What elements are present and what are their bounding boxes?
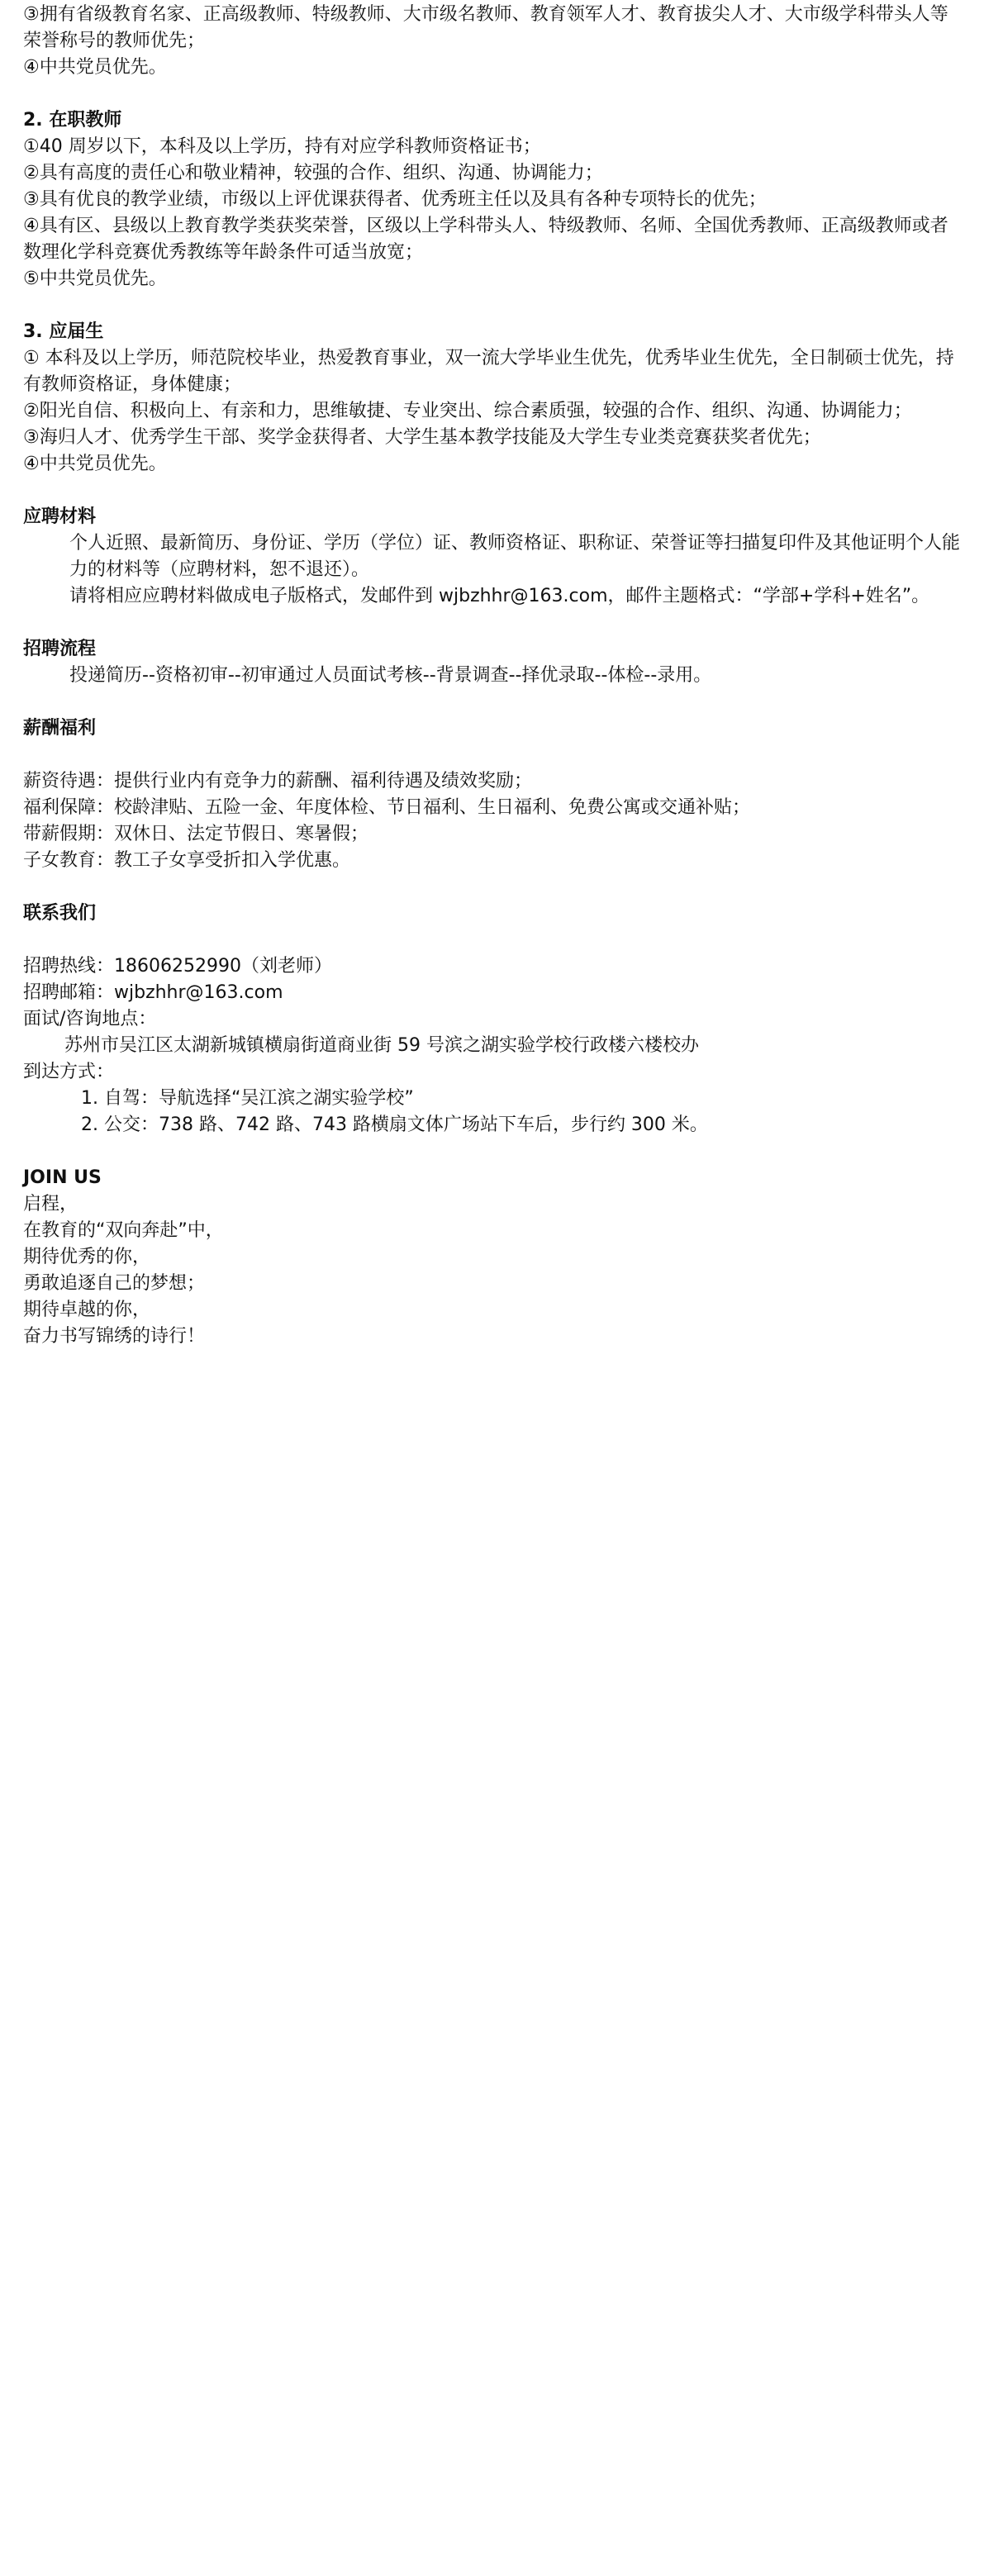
process-steps: 投递简历--资格初审--初审通过人员面试考核--背景调查--择优录取--体检--录用。 bbox=[69, 665, 712, 686]
materials-section bbox=[23, 504, 960, 610]
contact-section bbox=[23, 901, 960, 1138]
contact-heading: 联系我们 bbox=[23, 903, 97, 924]
process-heading: 招聘流程 bbox=[23, 639, 97, 659]
spacer bbox=[23, 927, 960, 953]
list-item: ⑤中共党员优先。 bbox=[23, 269, 167, 289]
list-item: ④中共党员优先。 bbox=[23, 57, 167, 78]
hotline: 招聘热线：18606252990（刘老师） bbox=[23, 956, 332, 977]
inservice-heading: 2. 在职教师 bbox=[23, 110, 122, 131]
list-item: ④具有区、县级以上教育教学类获奖荣誉，区级以上学科带头人、特级教师、名师、全国优秀教师、正高级教师或者数理化学科竞赛优秀教练等年龄条件可适当放宽； bbox=[23, 216, 948, 263]
route-item: 1. 自驾：导航选择“吴江滨之湖实验学校” bbox=[81, 1088, 414, 1109]
graduates-section bbox=[23, 319, 960, 478]
address-label: 面试/咨询地点： bbox=[23, 1009, 157, 1029]
list-item: ④中共党员优先。 bbox=[23, 454, 167, 474]
join-line: 在教育的“双向奔赴”中， bbox=[23, 1220, 224, 1241]
benefits-section bbox=[23, 715, 960, 874]
list-item: 薪资待遇：提供行业内有竞争力的薪酬、福利待遇及绩效奖励； bbox=[23, 771, 533, 791]
spacer bbox=[23, 742, 960, 768]
continuation-list bbox=[23, 2, 960, 81]
inservice-section bbox=[23, 107, 960, 292]
route-item: 2. 公交：738 路、742 路、743 路横扇文体广场站下车后，步行约 300 米。 bbox=[81, 1115, 708, 1135]
list-item: ②具有高度的责任心和敬业精神，较强的合作、组织、沟通、协调能力； bbox=[23, 163, 603, 183]
join-line: 期待卓越的你， bbox=[23, 1300, 151, 1320]
join-line: 期待优秀的你， bbox=[23, 1247, 151, 1267]
join-heading: JOIN US bbox=[23, 1167, 102, 1188]
list-item: 福利保障：校龄津贴、五险一金、年度体检、节日福利、生日福利、免费公寓或交通补贴； bbox=[23, 797, 751, 818]
list-item: ②阳光自信、积极向上、有亲和力，思维敏捷、专业突出、综合素质强，较强的合作、组织、沟通、协调能力； bbox=[23, 401, 912, 421]
process-section bbox=[23, 636, 960, 689]
graduates-heading: 3. 应届生 bbox=[23, 321, 104, 342]
materials-heading: 应聘材料 bbox=[23, 506, 97, 527]
list-item: ③海归人才、优秀学生干部、奖学金获得者、大学生基本教学技能及大学生专业类竞赛获奖者优先； bbox=[23, 427, 821, 448]
join-line: 奋力书写锦绣的诗行！ bbox=[23, 1326, 206, 1347]
list-item: ③拥有省级教育名家、正高级教师、特级教师、大市级名教师、教育领军人才、教育拔尖人才、大市级学科带头人等荣誉称号的教师优先； bbox=[23, 4, 948, 51]
list-item: ③具有优良的教学业绩，市级以上评优课获得者、优秀班主任以及具有各种专项特长的优先； bbox=[23, 189, 767, 210]
benefits-heading: 薪酬福利 bbox=[23, 718, 97, 739]
route-label: 到达方式： bbox=[23, 1062, 115, 1082]
join-section bbox=[23, 1165, 960, 1350]
list-item: 带薪假期：双休日、法定节假日、寒暑假； bbox=[23, 824, 369, 844]
join-line: 启程， bbox=[23, 1194, 78, 1214]
list-item: 子女教育：教工子女享受折扣入学优惠。 bbox=[23, 850, 351, 871]
join-line: 勇敢追逐自己的梦想； bbox=[23, 1273, 206, 1294]
job-posting-document bbox=[23, 2, 960, 1350]
materials-email-paragraph: 请将相应应聘材料做成电子版格式，发邮件到 wjbzhhr@163.com，邮件主题格式：“学部+学科+姓名”。 bbox=[69, 586, 930, 606]
list-item: ①40 周岁以下，本科及以上学历，持有对应学科教师资格证书； bbox=[23, 136, 541, 157]
email-address: 招聘邮箱：wjbzhhr@163.com bbox=[23, 982, 283, 1003]
address: 苏州市吴江区太湖新城镇横扇街道商业街 59 号滨之湖实验学校行政楼六楼校办 bbox=[64, 1035, 699, 1056]
materials-paragraph: 个人近照、最新简历、身份证、学历（学位）证、教师资格证、职称证、荣誉证等扫描复印件及其他证明个人能力的材料等（应聘材料，恕不退还）。 bbox=[69, 533, 961, 580]
list-item: ① 本科及以上学历，师范院校毕业，热爱教育事业，双一流大学毕业生优先，优秀毕业生优先，全日制硕士优先，持有教师资格证，身体健康； bbox=[23, 348, 954, 395]
